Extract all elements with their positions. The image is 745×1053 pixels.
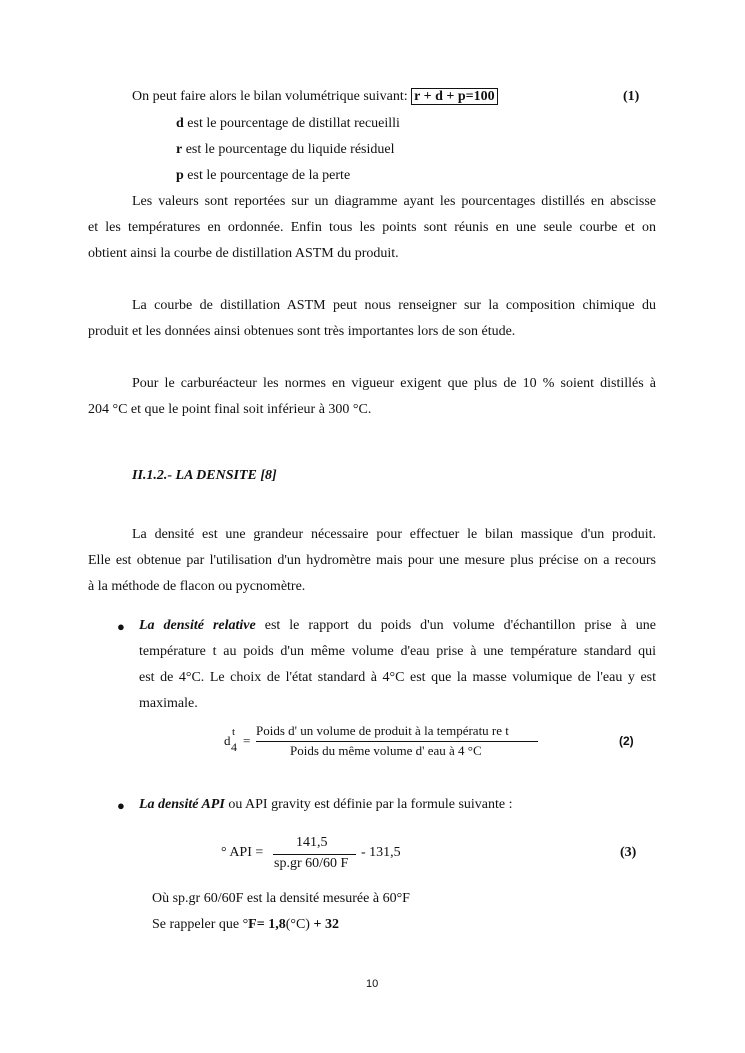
para2-line-1: La courbe de distillation ASTM peut nous renseigner sur la composition chimique du xyxy=(132,298,656,313)
eq3-denominator: sp.gr 60/60 F xyxy=(274,856,349,871)
eq2-d: d xyxy=(224,733,231,748)
equation-number-1: (1) xyxy=(623,89,640,104)
equation-number-3: (3) xyxy=(620,845,637,860)
equation-number-2: (2) xyxy=(619,734,634,748)
bilan-item-p-text: est le pourcentage de la perte xyxy=(187,168,351,183)
section-heading: II.1.2.- LA DENSITE [8] xyxy=(132,468,277,483)
page-number: 10 xyxy=(366,978,379,990)
bullet1-line-2: température t au poids d'un même volume d'eau prise à une température standard qui xyxy=(139,644,656,659)
para1-line-3: obtient ainsi la courbe de distillation ASTM du produit. xyxy=(88,246,399,261)
para4-line-1: La densité est une grandeur nécessaire pour effectuer le bilan massique d'un produit. xyxy=(132,527,656,542)
bilan-item-p xyxy=(176,168,350,184)
bilan-formula: r + d + p=100 xyxy=(411,88,497,105)
eq2-equals: = xyxy=(243,733,251,748)
bullet1-line-4: maximale. xyxy=(139,696,198,711)
para1-line-2: et les températures en ordonnée. Enfin tous les points sont réunis en une seule courbe et on xyxy=(88,220,656,235)
bilan-intro xyxy=(132,89,498,105)
para4-line-2: Elle est obtenue par l'utilisation d'un hydromètre mais pour une mesure plus précise on a recours xyxy=(88,553,656,568)
para3-line-2: 204 °C et que le point final soit inférieur à 300 °C. xyxy=(88,402,372,417)
bullet1-line-3: est de 4°C. Le choix de l'état standard à 4°C est que la masse volumique de l'eau y est xyxy=(139,670,656,685)
para4-line-3: à la méthode de flacon ou pycnomètre. xyxy=(88,579,306,594)
bilan-item-d xyxy=(176,116,400,132)
eq2-fraction-bar xyxy=(256,741,538,742)
bullet1-line-1 xyxy=(139,618,656,634)
bilan-item-r-text: est le pourcentage du liquide résiduel xyxy=(185,142,395,157)
eq2-subscript: 4 xyxy=(231,740,237,754)
bilan-intro-text: On peut faire alors le bilan volumétrique suivant: xyxy=(132,89,408,104)
eq3-lhs: ° API = xyxy=(221,845,264,860)
eq2-superscript: t xyxy=(232,726,236,738)
note-bold-formula: F= 1,8 xyxy=(248,917,286,932)
eq3-rhs: - 131,5 xyxy=(361,845,401,860)
var-r: r xyxy=(176,142,183,157)
bullet1-text-1: est le rapport du poids d'un volume d'échantillon prise à une xyxy=(255,618,656,633)
bullet2-line xyxy=(139,797,513,813)
var-d: d xyxy=(176,116,184,131)
para3-line-1: Pour le carburéacteur les normes en vigueur exigent que plus de 10 % soient distillés à xyxy=(132,376,656,391)
bullet2-term: La densité API xyxy=(139,797,225,812)
eq3-fraction-bar xyxy=(273,854,356,855)
eq2-numerator: Poids d' un volume de produit à la températu re t xyxy=(256,723,509,738)
bilan-item-d-text: est le pourcentage de distillat recueilli xyxy=(187,116,400,131)
var-p: p xyxy=(176,168,184,183)
para1-line-1: Les valeurs sont reportées sur un diagramme ayant les pourcentages distillés en abscisse xyxy=(132,194,656,209)
note-bold-end: + 32 xyxy=(309,917,339,932)
eq3-numerator: 141,5 xyxy=(296,835,328,850)
bullet-dot-1: ● xyxy=(117,619,125,634)
bullet-dot-2: ● xyxy=(117,798,125,813)
bullet2-text: ou API gravity est définie par la formule suivante : xyxy=(224,797,513,812)
eq2-denominator: Poids du même volume d' eau à 4 °C xyxy=(290,743,482,758)
note-line-2 xyxy=(152,917,339,933)
para2-line-2: produit et les données ainsi obtenues sont très importantes lors de son étude. xyxy=(88,324,516,339)
note-line-1: Où sp.gr 60/60F est la densité mesurée à 60°F xyxy=(152,891,410,906)
note-celsius: (°C) xyxy=(285,917,310,932)
note-prefix: Se rappeler que ° xyxy=(152,917,249,932)
bullet1-term: La densité relative xyxy=(139,618,256,633)
bilan-item-r xyxy=(176,142,394,158)
